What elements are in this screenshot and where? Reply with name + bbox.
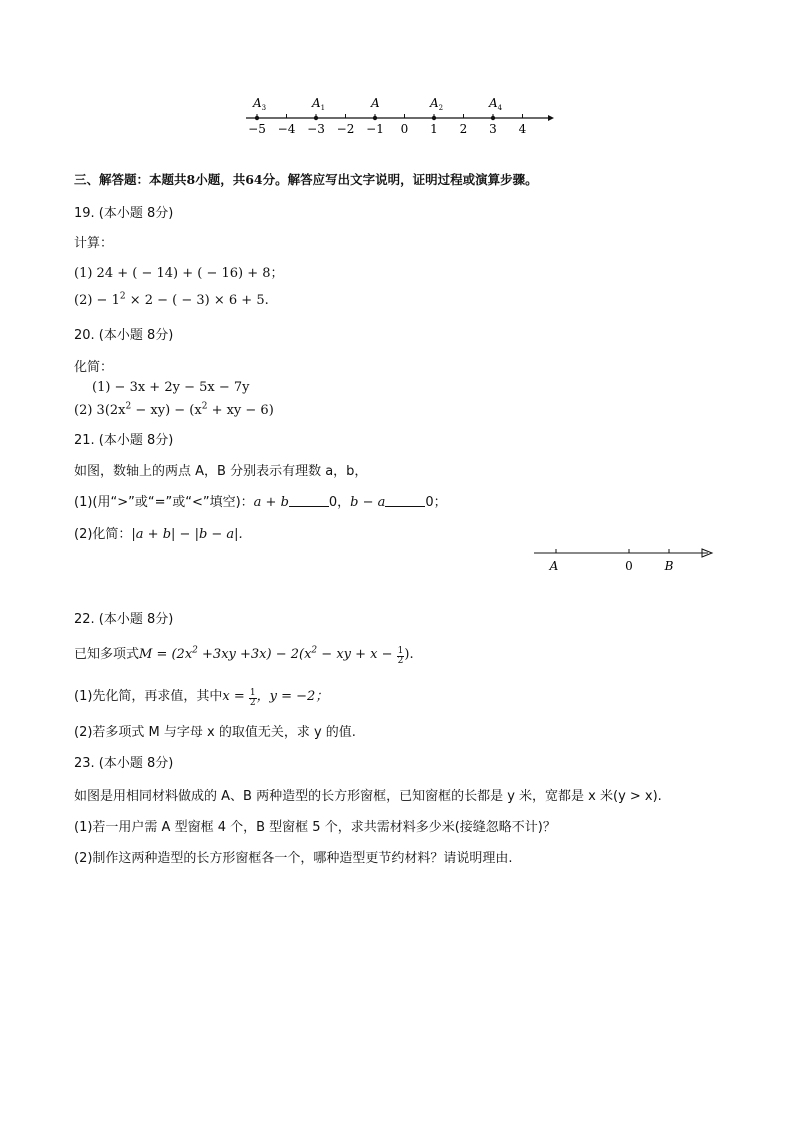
tick-label: −1	[366, 122, 384, 136]
q21-intro: 如图，数轴上的两点 A，B 分别表示有理数 a，b，	[74, 464, 368, 479]
answer-blank[interactable]	[289, 494, 329, 507]
tick-label: 1	[430, 122, 438, 136]
tick-label: 2	[459, 122, 468, 136]
section3-heading: 三、解答题：本题共8小题，共64分。解答应写出文字说明，证明过程或演算步骤。	[74, 172, 538, 187]
q22-part1: (1)先化简，再求值，其中x = $\frac{1}{2}$ ，y = −2；	[74, 688, 329, 708]
q19-part2: $(2) - 1^2 \times 2$ − ( − 3) × 6 + 5.	[74, 291, 269, 308]
q23-intro: 如图是用相同材料做成的 A、B 两种造型的长方形窗框，已知窗框的长都是 y 米，宽都是 x 米(y > x).	[74, 789, 662, 804]
top-number-line-ticks	[248, 114, 527, 136]
q23-header: 23. (本小题 8分)	[74, 756, 174, 771]
tick-label: −5	[248, 122, 266, 136]
point-dot	[314, 116, 318, 120]
point-dot	[255, 116, 259, 120]
q21-number-line	[530, 544, 720, 576]
q20-part1: (1) − 3x + 2y − 5x − 7y	[92, 380, 250, 395]
tick-label: 3	[489, 122, 497, 136]
point-dot	[491, 116, 495, 120]
tick-label: −4	[277, 122, 296, 136]
q19-intro: 计算：	[74, 236, 114, 251]
point-label: $A_4$	[489, 96, 503, 112]
q23-part1: (1)若一用户需 A 型窗框 4 个，B 型窗框 5 个，求共需材料多少米(接缝忽略不计)？	[74, 820, 556, 835]
point-dot	[373, 116, 377, 120]
answer-blank[interactable]	[385, 494, 425, 507]
q22-part2: (2)若多项式 M 与字母 x 的取值无关，求 y 的值.	[74, 725, 356, 740]
q20-part2: (2) $3(2x^2 - xy) - (x^2$ + xy − 6)	[74, 401, 274, 418]
point-label: $A_1$	[312, 96, 326, 112]
tick-label: 4	[518, 122, 527, 136]
q21-part1: (1)(用“>”或“=”或“<”填空)：a + b 0，b − a 0；	[74, 495, 447, 510]
point-label: A	[371, 96, 380, 110]
point-dot	[432, 116, 436, 120]
q21-part2: (2)化简：|a + b| − |b − a|.	[74, 527, 243, 542]
point-label: $A_3$	[253, 96, 267, 112]
q20-header: 20. (本小题 8分)	[74, 328, 174, 343]
tick-label: −2	[336, 122, 355, 136]
q23-part2: (2)制作这两种造型的长方形窗框各一个，哪种造型更节约材料？请说明理由.	[74, 851, 513, 866]
tick-label: −3	[307, 122, 325, 136]
q22-statement: 已知多项式$M = (2x^2 +3xy +3x) - 2(x^2$ − xy + x − $\frac{1}{2}$ ).	[74, 645, 414, 666]
tick-label: 0	[400, 122, 409, 136]
q19-header: 19. (本小题 8分)	[74, 206, 174, 221]
axis-label-zero: 0	[625, 559, 633, 573]
point-label: $A_2$	[430, 96, 444, 112]
top-number-line	[236, 90, 556, 138]
axis-label-a: A	[549, 559, 559, 573]
q21-header: 21. (本小题 8分)	[74, 433, 174, 448]
q22-header: 22. (本小题 8分)	[74, 612, 174, 627]
q19-part1: (1) 24 + ( − 14) + ( − 16) + 8；	[74, 266, 284, 281]
q20-intro: 化简：	[74, 360, 114, 375]
axis-label-b: B	[664, 559, 674, 573]
top-number-line-points	[252, 96, 503, 120]
